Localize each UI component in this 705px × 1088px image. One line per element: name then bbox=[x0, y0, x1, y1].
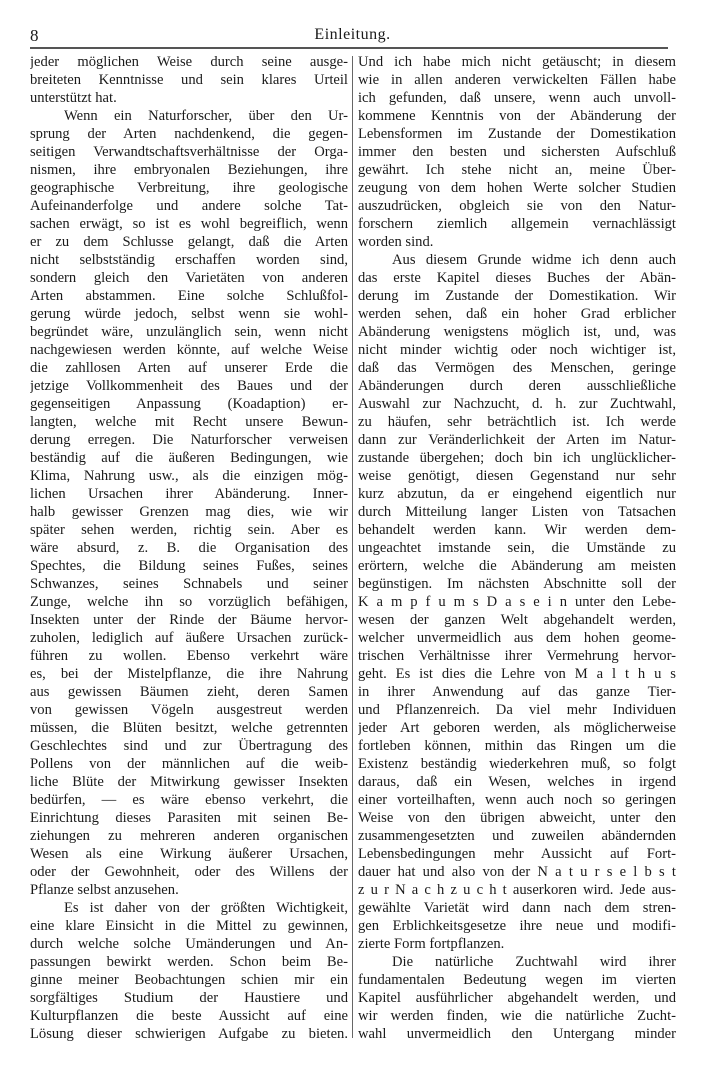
text-line: Zunge, welche ihn so vorzüglich befähigen, bbox=[30, 594, 348, 610]
text-line: z u r N a c h z u c h t auserkoren wird. Jede aus- bbox=[358, 882, 676, 898]
text-line: sprung der Arten nachdenkend, die gegen- bbox=[30, 126, 348, 142]
text-line: derung im Zustande der Domestikation. Wir bbox=[358, 288, 676, 304]
text-line: Kulturpflanzen die beste Aussicht auf eine bbox=[30, 1008, 348, 1024]
text-line: Schwanzes, seines Schnabels und seiner bbox=[30, 576, 348, 592]
right-column bbox=[358, 53, 676, 1043]
text-line: Existenz beständig wiederkehren muß, so folgt bbox=[358, 756, 676, 772]
text-line: Kapitel ausführlicher abgehandelt werden, und bbox=[358, 990, 676, 1006]
text-line: breiteten Kenntnisse und sein klares Urteil bbox=[30, 72, 348, 88]
text-line: weise genötigt, diesen Gegenstand nur sehr bbox=[358, 468, 676, 484]
column-divider bbox=[352, 56, 353, 1038]
text-line: ungeachtet imstande sein, die Umstände zu bbox=[358, 540, 676, 556]
text-line: von gewissen Vögeln ausgestreut werden bbox=[30, 702, 348, 718]
text-line: zustande übergehen; doch bin ich unglücklicher- bbox=[358, 450, 676, 466]
text-line: passungen bewirkt werden. Schon beim Be- bbox=[30, 954, 348, 970]
text-line: jetzige Vollkommenheit des Baues und der bbox=[30, 378, 348, 394]
page-number: 8 bbox=[30, 26, 39, 45]
text-line: Auswahl zur Nachzucht, d. h. zur Zuchtwahl, bbox=[358, 396, 676, 412]
text-line: gewählte Varietät wird dann nach dem stren- bbox=[358, 900, 676, 916]
text-line: fundamentalen Bedeutung wegen im vierten bbox=[358, 972, 676, 988]
text-line: Geschlechtes sind und zur Übertragung des bbox=[30, 738, 348, 754]
text-line: Aus diesem Grunde widme ich denn auch bbox=[392, 252, 676, 268]
text-line: seitigen Verwandtschaftsverhältnisse der Orga- bbox=[30, 144, 348, 160]
text-line: ginne meiner Beobachtungen schien mir ein bbox=[30, 972, 348, 988]
text-line: sondern gleich den Varietäten von anderen bbox=[30, 270, 348, 286]
text-line: und Pflanzenreich. Da viel mehr Individuen bbox=[358, 702, 676, 718]
text-line: trischen Verhältnisse ihrer Vermehrung hervor- bbox=[358, 648, 676, 664]
text-line: wie in allen anderen verwickelten Fällen habe bbox=[358, 72, 676, 88]
header-rule bbox=[30, 47, 668, 49]
text-line: daß das Vermögen des Menschen, geringe bbox=[358, 360, 676, 376]
text-line: Lösung dieser schwierigen Aufgabe zu bieten. bbox=[30, 1026, 348, 1042]
text-line: zeugung von dem hohen Werte solcher Studien bbox=[358, 180, 676, 196]
text-line: führen zu wollen. Ebenso verkehrt wäre bbox=[30, 648, 348, 664]
text-line: Einrichtung dieses Parasiten mit seinen Be- bbox=[30, 810, 348, 826]
text-line: durch welche solche Umänderungen und An- bbox=[30, 936, 348, 952]
text-line: forschern ziemlich allgemein vernachlässigt bbox=[358, 216, 676, 232]
text-line: daraus, daß ein Wesen, welches in irgend bbox=[358, 774, 676, 790]
text-line: Klima, Nahrung usw., als die einzigen mög- bbox=[30, 468, 348, 484]
text-line: jeder möglichen Weise durch seine ausge- bbox=[30, 54, 348, 70]
paragraph bbox=[30, 107, 348, 899]
text-line: Pflanze selbst anzusehen. bbox=[30, 882, 179, 898]
text-line: Es ist daher von der größten Wichtigkeit, bbox=[64, 900, 348, 916]
text-line: immer den besten und sichersten Aufschluß bbox=[358, 144, 676, 160]
text-line: erörtern, welche die Abänderung am meisten bbox=[358, 558, 676, 574]
running-title: Einleitung. bbox=[314, 26, 391, 43]
text-line: es, bei der Mistelpflanze, die ihre Nahrung bbox=[30, 666, 348, 682]
text-line: zuholen, lediglich auf äußere Ursachen zurück- bbox=[30, 630, 348, 646]
text-line: Spechtes, die Bildung seines Fußes, seines bbox=[30, 558, 348, 574]
text-line: durch Mitteilung langer Listen von Tatsachen bbox=[358, 504, 676, 520]
text-line: bedürfen, — es wäre ebenso verkehrt, die bbox=[30, 792, 348, 808]
text-line: kurz abzutun, da er eingehend eigentlich nur bbox=[358, 486, 676, 502]
text-line: Pollens von der männlichen auf die weib- bbox=[30, 756, 348, 772]
text-line: geht. Es ist dies die Lehre von M a l t h u s bbox=[358, 666, 676, 682]
text-line: worden sind. bbox=[358, 234, 434, 250]
text-line: er zu dem Schlusse gelangt, daß die Arten bbox=[30, 234, 348, 250]
text-line: unterstützt hat. bbox=[30, 90, 117, 106]
text-line: nicht minder wichtig oder noch wichtiger ist, bbox=[358, 342, 676, 358]
left-column bbox=[30, 53, 348, 1043]
text-line: K a m p f u m s D a s e i n unter den Lebe- bbox=[358, 594, 676, 610]
text-line: halb gewisser Grenzen mag dies, wie wir bbox=[30, 504, 348, 520]
text-line: langten, welche mit Recht unsere Bewun- bbox=[30, 414, 348, 430]
paragraph bbox=[30, 899, 348, 1043]
text-line: auszudrücken, obgleich sie von den Natur- bbox=[358, 198, 676, 214]
text-line: wir werden finden, wie die natürliche Zucht- bbox=[358, 1008, 676, 1024]
text-line: müssen, die Blüten besitzt, welche getrennten bbox=[30, 720, 348, 736]
paragraph bbox=[30, 53, 348, 107]
text-line: Lebensbedingungen mehr Aussicht auf Fort- bbox=[358, 846, 676, 862]
text-line: dauer hat und also von der N a t u r s e l b s t bbox=[358, 864, 676, 880]
text-line: liche Blüte der Mitwirkung gewisser Insekten bbox=[30, 774, 348, 790]
text-line: Und ich habe mich nicht getäuscht; in diesem bbox=[358, 54, 676, 70]
text-line: Wenn ein Naturforscher, über den Ur- bbox=[64, 108, 348, 124]
text-line: Insekten unter der Rinde der Bäume hervor- bbox=[30, 612, 348, 628]
text-line: ziehungen zu mehreren anderen organischen bbox=[30, 828, 348, 844]
text-line: Die natürliche Zuchtwahl wird ihrer bbox=[392, 954, 676, 970]
text-line: zierte Form fortpflanzen. bbox=[358, 936, 505, 952]
text-line: Arten abstammen. Eine solche Schlußfol- bbox=[30, 288, 348, 304]
text-line: Aufeinanderfolge und andere solche Tat- bbox=[30, 198, 348, 214]
text-line: kommene Kenntnis von der Abänderung der bbox=[358, 108, 676, 124]
text-line: Abänderungen durch deren ausschließliche bbox=[358, 378, 676, 394]
paragraph bbox=[358, 53, 676, 251]
text-line: oder der Gewohnheit, oder des Willens der bbox=[30, 864, 348, 880]
text-line: eine klare Einsicht in die Mittel zu gewinnen, bbox=[30, 918, 348, 934]
text-line: die zahllosen Arten auf unserer Erde die bbox=[30, 360, 348, 376]
text-line: behandelt werden kann. Wir werden dem- bbox=[358, 522, 676, 538]
text-line: lichen Ursachen ihrer Abänderung. Inner- bbox=[30, 486, 348, 502]
text-line: ich gefunden, daß unsere, wenn auch unvoll- bbox=[358, 90, 676, 106]
text-line: gerung würde jedoch, selbst wenn sie wohl- bbox=[30, 306, 348, 322]
text-line: zusammengesetzten und zuweilen abändernden bbox=[358, 828, 676, 844]
text-line: einer vorteilhaften, wenn auch noch so geringen bbox=[358, 792, 676, 808]
text-line: begründet wäre, unzulänglich sein, wenn nicht bbox=[30, 324, 348, 340]
text-line: gegenseitigen Anpassung (Koadaption) er- bbox=[30, 396, 348, 412]
text-line: dann zur Veränderlichkeit der Arten im Natur- bbox=[358, 432, 676, 448]
paragraph bbox=[358, 251, 676, 953]
text-line: wäre absurd, z. B. die Organisation des bbox=[30, 540, 348, 556]
text-line: werden sehen, daß ein hoher Grad erblicher bbox=[358, 306, 676, 322]
text-line: das erste Kapitel dieses Buches der Abän- bbox=[358, 270, 676, 286]
text-line: Weise von den übrigen abweicht, unter den bbox=[358, 810, 676, 826]
text-line: zu häufen, sehr beträchtlich ist. Ich werde bbox=[358, 414, 676, 430]
text-line: Wesen als eine Wirkung äußerer Ursachen, bbox=[30, 846, 348, 862]
text-line: aus gewissen Bäumen zieht, deren Samen bbox=[30, 684, 348, 700]
text-line: gen Erblichkeitsgesetze ihre neue und modifi- bbox=[358, 918, 676, 934]
text-line: geographische Verbreitung, ihre geologische bbox=[30, 180, 348, 196]
text-line: nismen, ihre embryonalen Beziehungen, ihre bbox=[30, 162, 348, 178]
text-line: sorgfältiges Studium der Haustiere und bbox=[30, 990, 348, 1006]
text-line: später sehen werden, richtig sein. Aber es bbox=[30, 522, 348, 538]
text-line: nicht selbstständig erschaffen worden sind, bbox=[30, 252, 348, 268]
text-line: begünstigen. Im nächsten Abschnitte soll der bbox=[358, 576, 676, 592]
text-line: Abänderung wenigstens möglich ist, und, was bbox=[358, 324, 676, 340]
paragraph bbox=[358, 953, 676, 1043]
text-line: gewährt. Ich stehe nicht an, meine Über- bbox=[358, 162, 676, 178]
text-line: wahl unvermeidlich den Untergang minder bbox=[358, 1026, 676, 1042]
text-line: wesen der ganzen Welt abgehandelt werden, bbox=[358, 612, 676, 628]
text-line: sachen erwägt, so ist es wohl begreiflich, wenn bbox=[30, 216, 348, 232]
text-line: beständig auf die äußeren Bedingungen, wie bbox=[30, 450, 348, 466]
text-line: jeder Art geboren werden, als möglicherweise bbox=[358, 720, 676, 736]
text-line: derung erregen. Die Naturforscher verweisen bbox=[30, 432, 348, 448]
text-line: Lebensformen im Zustande der Domestikation bbox=[358, 126, 676, 142]
text-line: welcher unvermeidlich aus dem hohen geome- bbox=[358, 630, 676, 646]
text-line: in ihrer Anwendung auf das ganze Tier- bbox=[358, 684, 676, 700]
text-line: fortleben können, mithin das Ringen um die bbox=[358, 738, 676, 754]
text-line: nachgewiesen werden könnte, auf welche Weise bbox=[30, 342, 348, 358]
